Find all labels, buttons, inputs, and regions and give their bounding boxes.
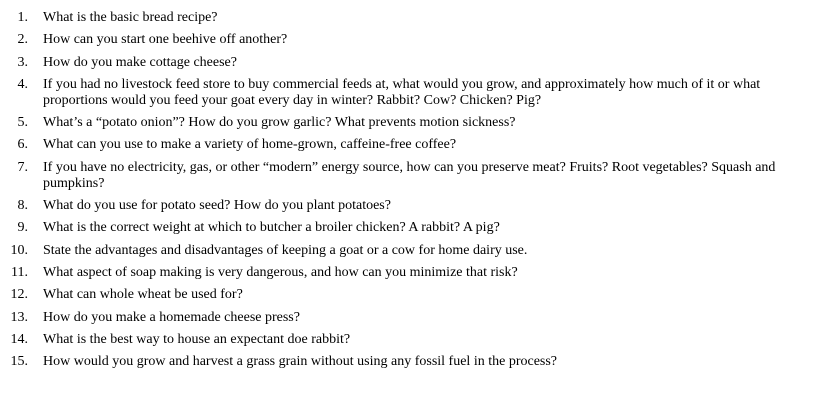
- item-text: What is the correct weight at which to butcher a broiler chicken? A rabbit? A pig?: [43, 220, 500, 236]
- list-item: [0, 265, 835, 281]
- item-text: How would you grow and harvest a grass grain without using any fossil fuel in the process?: [43, 354, 558, 370]
- item-text: How do you make cottage cheese?: [43, 54, 237, 70]
- list-item: [0, 354, 835, 370]
- list-item: [0, 160, 835, 192]
- item-number: 2.: [17, 32, 28, 48]
- item-text: State the advantages and disadvantages of keeping a goat or a cow for home dairy use.: [43, 242, 528, 258]
- item-number: 5.: [17, 115, 28, 131]
- item-number: 6.: [17, 137, 28, 153]
- item-text: What can you use to make a variety of home-grown, caffeine-free coffee?: [43, 137, 457, 153]
- list-item: [0, 55, 835, 71]
- item-text: How can you start one beehive off another?: [43, 32, 288, 48]
- list-item: [0, 287, 835, 303]
- item-text: What do you use for potato seed? How do you plant potatoes?: [43, 198, 391, 214]
- question-document: [0, 10, 835, 376]
- list-item: [0, 310, 835, 326]
- item-text: What is the best way to house an expectant doe rabbit?: [43, 331, 351, 347]
- list-item: [0, 77, 835, 109]
- item-number: 12.: [10, 287, 28, 303]
- item-text: What is the basic bread recipe?: [43, 10, 218, 25]
- item-number: 4.: [17, 76, 28, 92]
- list-item: [0, 332, 835, 348]
- item-text: What’s a “potato onion”? How do you grow garlic? What prevents motion sickness?: [43, 115, 516, 131]
- item-text: If you had no livestock feed store to buy commercial feeds at, what would you grow, and approximately how much of it or what proportions would you feed your goat every day in winter? Rabbit? Cow? Chicken? Pig?: [43, 76, 761, 108]
- item-number: 14.: [10, 331, 28, 347]
- item-text: If you have no electricity, gas, or other “modern” energy source, how can you preserve meat? Fruits? Root vegetables? Squash and pumpkins?: [43, 159, 776, 191]
- item-number: 3.: [17, 54, 28, 70]
- item-number: 1.: [17, 10, 28, 25]
- item-text: What can whole wheat be used for?: [43, 287, 243, 303]
- list-item: [0, 243, 835, 259]
- item-text: How do you make a homemade cheese press?: [43, 309, 300, 325]
- item-number: 10.: [10, 242, 28, 258]
- question-list: [0, 10, 835, 370]
- item-number: 8.: [17, 198, 28, 214]
- item-number: 11.: [11, 264, 28, 280]
- item-number: 9.: [17, 220, 28, 236]
- list-item: [0, 10, 835, 26]
- list-item: [0, 32, 835, 48]
- item-number: 7.: [17, 159, 28, 175]
- item-number: 13.: [10, 309, 28, 325]
- list-item: [0, 137, 835, 153]
- item-number: 15.: [10, 354, 28, 370]
- list-item: [0, 198, 835, 214]
- list-item: [0, 220, 835, 236]
- list-item: [0, 115, 835, 131]
- item-text: What aspect of soap making is very dangerous, and how can you minimize that risk?: [43, 264, 518, 280]
